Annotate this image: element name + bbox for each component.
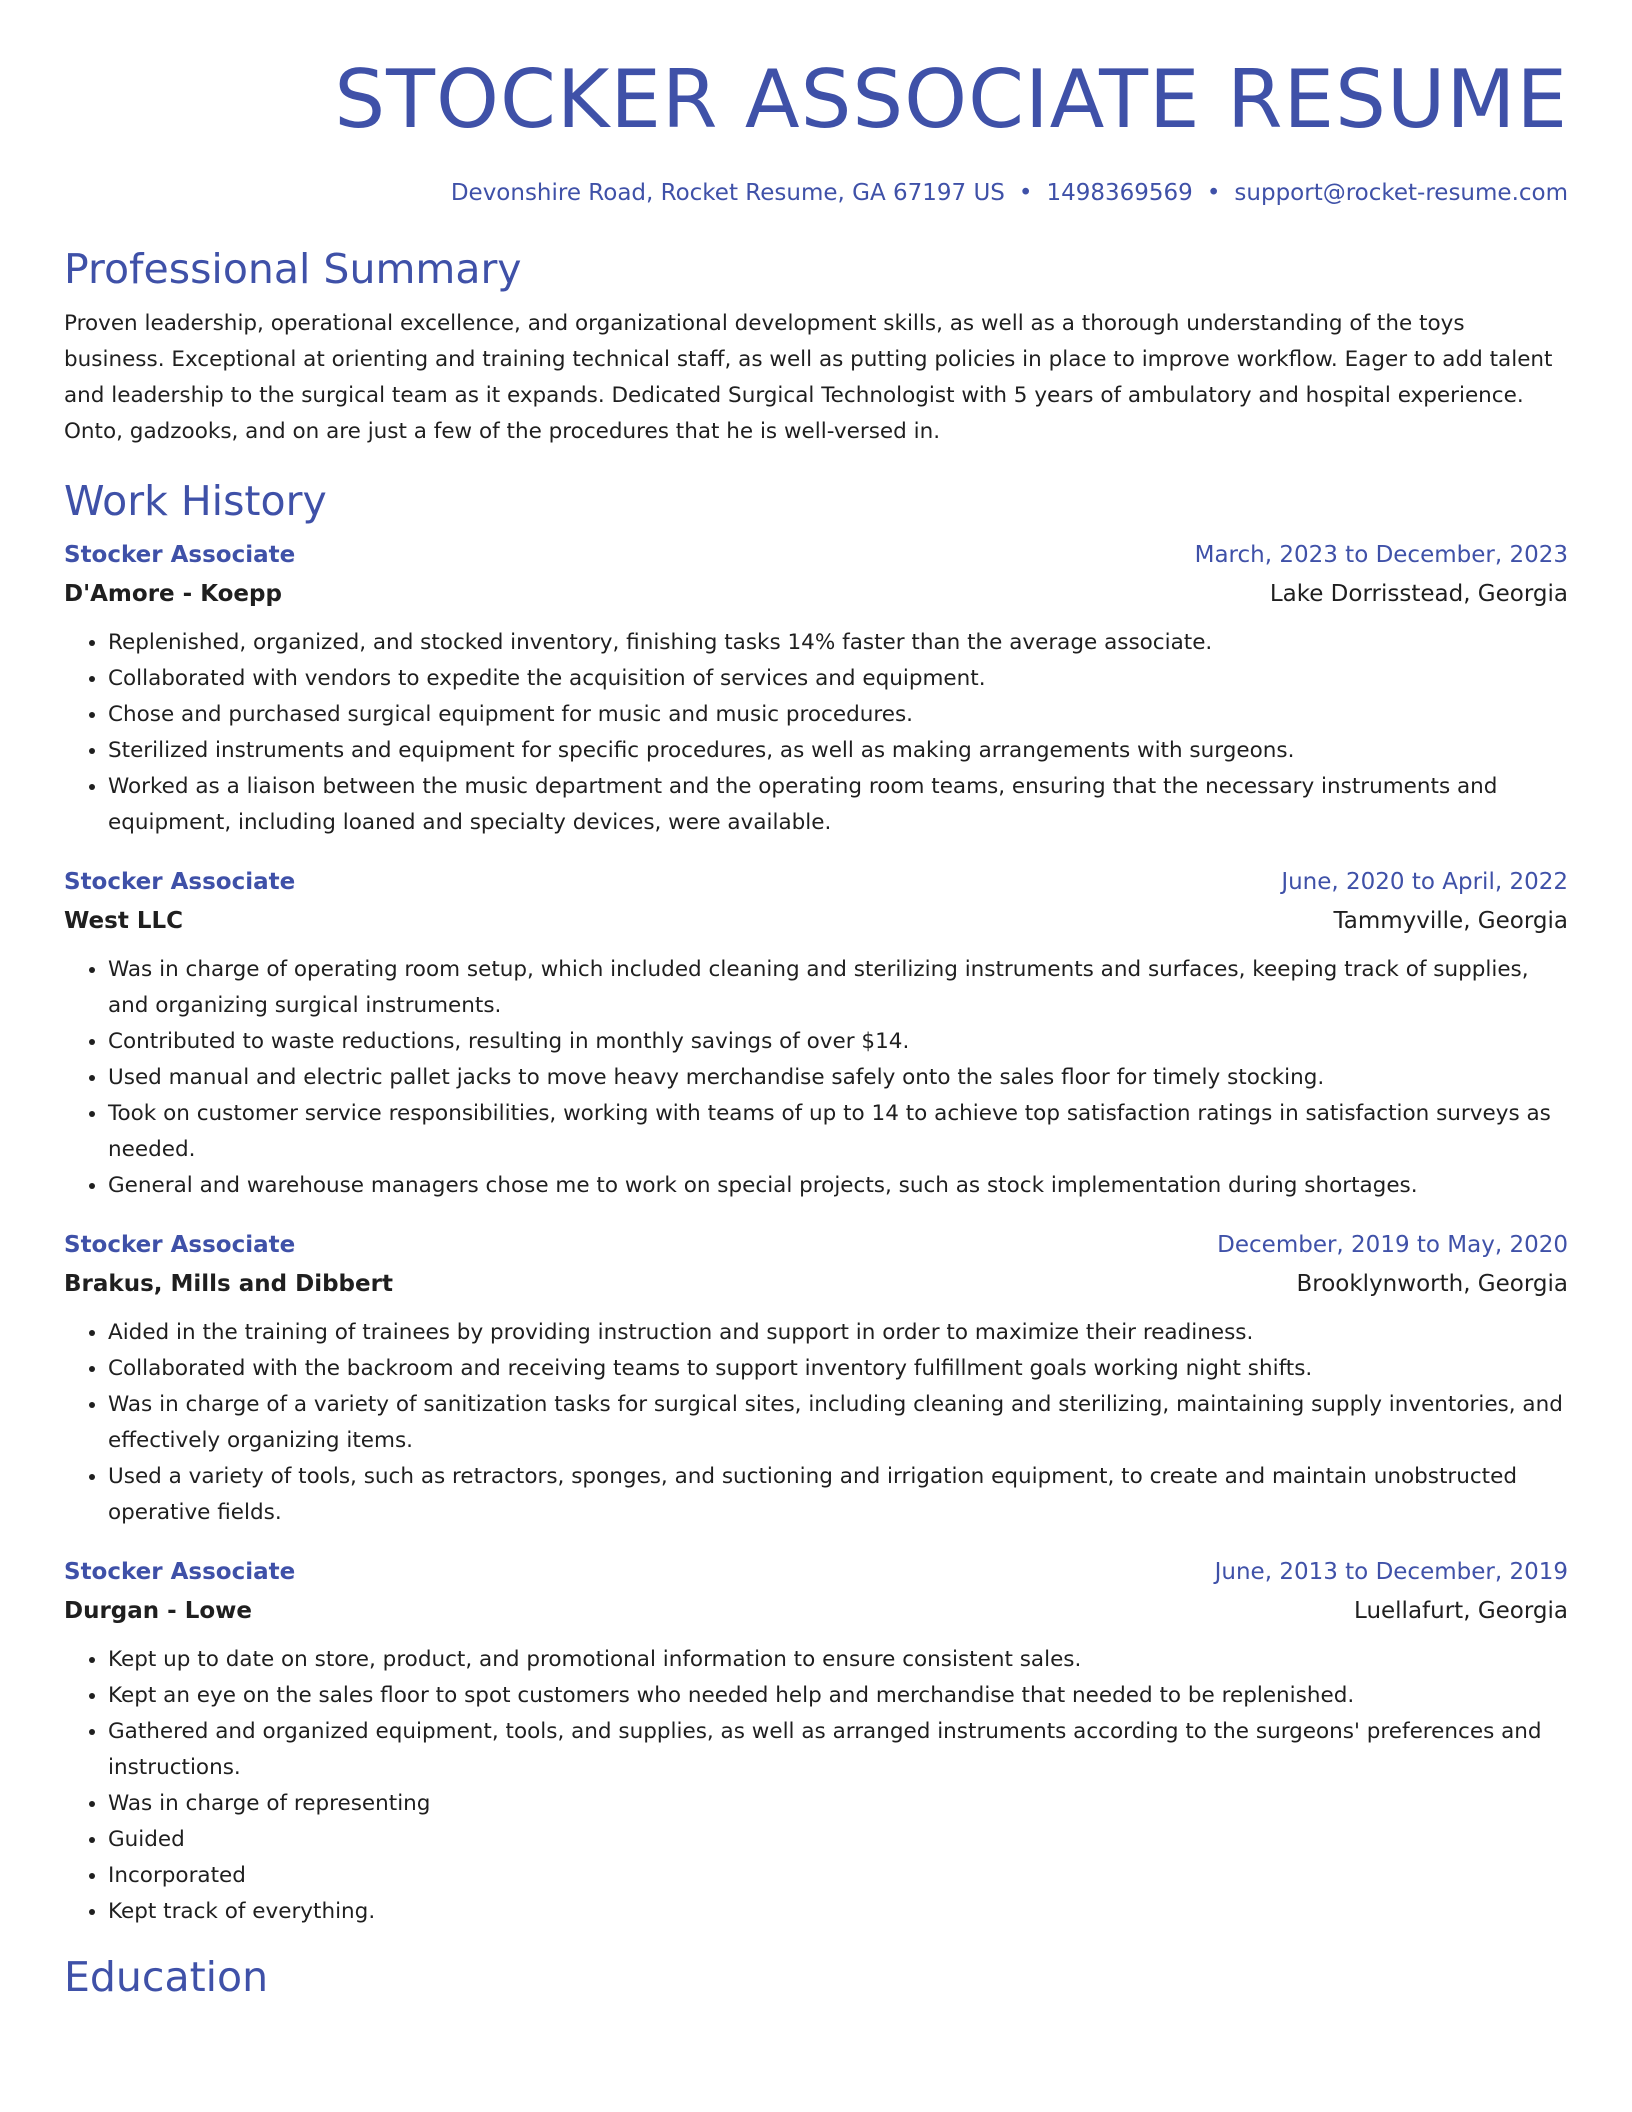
- job-bullet: • Incorporated: [108, 1858, 1568, 1894]
- job-bullet: • Kept up to date on store, product, and promotional information to ensure consistent sales.: [108, 1642, 1568, 1678]
- job-company: D'Amore - Koepp: [64, 581, 282, 607]
- summary-heading: Professional Summary: [64, 245, 522, 293]
- job-bullet: • Collaborated with the backroom and receiving teams to support inventory fulfillment goals working night shifts.: [108, 1351, 1568, 1387]
- job-company: Durgan - Lowe: [64, 1598, 253, 1624]
- contact-email[interactable]: support@rocket-resume.com: [1234, 180, 1568, 206]
- summary-text: Proven leadership, operational excellence, and organizational development skills, as well as a thorough understanding of the toys business. Exceptional at orienting and training technical staff, as well as putting policies in place to improve workflow. Eager to add talent and leadership to the surgical team as it expands. Dedicated Surgical Technologist with 5 years of ambulatory and hospital experience. Onto, gadzooks, and on are just a few of the procedures that he is well-versed in.: [64, 311, 1553, 444]
- job-bullet: • Sterilized instruments and equipment for specific procedures, as well as making arrangements with surgeons.: [108, 733, 1568, 769]
- job-location: Lake Dorrisstead, Georgia: [1269, 581, 1568, 607]
- job-bullet: • Was in charge of a variety of sanitization tasks for surgical sites, including cleaning and sterilizing, maintaining supply inventories, and effectively organizing items.: [108, 1387, 1568, 1459]
- contact-phone: 1498369569: [1046, 180, 1193, 206]
- job-title: Stocker Associate: [64, 1232, 296, 1258]
- job-bullets: [64, 625, 1568, 841]
- job-bullet: • Replenished, organized, and stocked inventory, finishing tasks 14% faster than the average associate.: [108, 625, 1568, 661]
- job-bullet: • Kept track of everything.: [108, 1894, 1568, 1930]
- job-bullet: • Kept an eye on the sales floor to spot customers who needed help and merchandise that needed to be replenished.: [108, 1678, 1568, 1714]
- job-bullets: [64, 1642, 1568, 1930]
- job-entry: [64, 1230, 1568, 1531]
- job-location: Brooklynworth, Georgia: [1296, 1271, 1568, 1297]
- job-bullet: • Guided: [108, 1822, 1568, 1858]
- contact-address: Devonshire Road, Rocket Resume, GA 67197 US: [450, 180, 1005, 206]
- resume-header: [64, 52, 1568, 208]
- job-entry: [64, 540, 1568, 841]
- job-title: Stocker Associate: [64, 542, 296, 568]
- contact-line: [64, 178, 1568, 208]
- job-bullet: • General and warehouse managers chose me to work on special projects, such as stock implementation during shortages.: [108, 1168, 1568, 1204]
- job-bullet: • Collaborated with vendors to expedite the acquisition of services and equipment.: [108, 661, 1568, 697]
- job-bullet: • Gathered and organized equipment, tools, and supplies, as well as arranged instruments according to the surgeons' preferences and instructions.: [108, 1714, 1568, 1786]
- job-bullet: • Aided in the training of trainees by providing instruction and support in order to maximize their readiness.: [108, 1315, 1568, 1351]
- job-bullets: [64, 1315, 1568, 1531]
- job-dates: June, 2013 to December, 2019: [1214, 1559, 1568, 1585]
- resume-title: STOCKER ASSOCIATE RESUME: [334, 53, 1568, 146]
- job-company: Brakus, Mills and Dibbert: [64, 1271, 393, 1297]
- contact-separator: •: [1018, 180, 1033, 206]
- job-bullet: • Contributed to waste reductions, resulting in monthly savings of over $14.: [108, 1024, 1568, 1060]
- job-bullet: • Worked as a liaison between the music department and the operating room teams, ensuring that the necessary instruments and equipment, including loaned and specialty devices, were available.: [108, 769, 1568, 841]
- work-history-heading: Work History: [64, 477, 327, 525]
- job-title: Stocker Associate: [64, 1559, 296, 1585]
- job-bullet: • Used manual and electric pallet jacks to move heavy merchandise safely onto the sales floor for timely stocking.: [108, 1060, 1568, 1096]
- job-dates: December, 2019 to May, 2020: [1217, 1232, 1568, 1258]
- job-bullet: • Was in charge of representing: [108, 1786, 1568, 1822]
- contact-separator: •: [1206, 180, 1221, 206]
- job-bullets: [64, 952, 1568, 1204]
- job-entry: [64, 867, 1568, 1204]
- education-heading: Education: [64, 1953, 269, 2001]
- job-bullet: • Was in charge of operating room setup, which included cleaning and sterilizing instruments and surfaces, keeping track of supplies, and organizing surgical instruments.: [108, 952, 1568, 1024]
- job-bullet: • Took on customer service responsibilities, working with teams of up to 14 to achieve top satisfaction ratings in satisfaction surveys as needed.: [108, 1096, 1568, 1168]
- job-location: Tammyville, Georgia: [1333, 908, 1568, 934]
- job-bullet: • Used a variety of tools, such as retractors, sponges, and suctioning and irrigation equipment, to create and maintain unobstructed operative fields.: [108, 1459, 1568, 1531]
- job-title: Stocker Associate: [64, 869, 296, 895]
- job-bullet: • Chose and purchased surgical equipment for music and music procedures.: [108, 697, 1568, 733]
- job-company: West LLC: [64, 908, 184, 934]
- job-dates: June, 2020 to April, 2022: [1281, 869, 1568, 895]
- job-entry: [64, 1557, 1568, 1930]
- job-dates: March, 2023 to December, 2023: [1194, 542, 1568, 568]
- job-location: Luellafurt, Georgia: [1354, 1598, 1568, 1624]
